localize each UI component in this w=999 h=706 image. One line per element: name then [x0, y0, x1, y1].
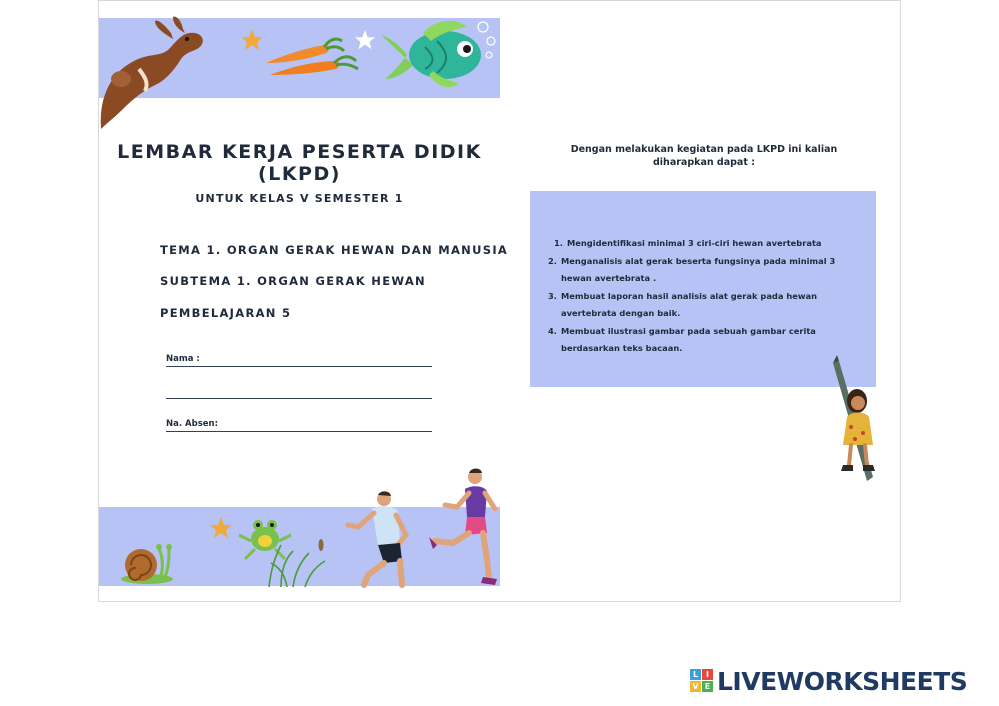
snail-illustration — [117, 537, 173, 585]
subtheme-heading: SUBTEMA 1. ORGAN GERAK HEWAN — [160, 274, 426, 288]
carrots-illustration — [264, 33, 364, 83]
logo-letter-v: V — [690, 681, 701, 692]
goal-text: Menganalisis alat gerak beserta fungsinya pada minimal 3 — [561, 255, 836, 266]
title-line-2: (LKPD) — [258, 163, 341, 185]
star-icon — [209, 516, 233, 540]
title-line-1: LEMBAR KERJA PESERTA DIDIK — [117, 141, 482, 163]
grass-illustration — [259, 539, 329, 587]
star-outline-icon — [354, 29, 376, 51]
goal-item — [548, 235, 862, 253]
goal-text: Membuat laporan hasil analisis alat gerak pada hewan — [561, 290, 818, 301]
name-input-line[interactable] — [166, 366, 432, 367]
absen-input-line[interactable] — [166, 431, 432, 432]
goal-item — [548, 288, 862, 323]
logo-letter-e: E — [702, 681, 713, 692]
absen-field-label: Na. Absen: — [166, 419, 218, 429]
runner-illustration — [425, 467, 501, 587]
blank-input-line[interactable] — [166, 398, 432, 399]
liveworksheets-logo[interactable] — [690, 666, 967, 696]
class-semester-subtitle: UNTUK KELAS V SEMESTER 1 — [195, 192, 404, 205]
logo-letter-i: I — [702, 669, 713, 680]
learning-goals-list — [548, 235, 862, 358]
worksheet-title — [99, 141, 500, 185]
goals-intro-text: Dengan melakukan kegiatan pada LKPD ini kalian diharapkan dapat : — [570, 144, 838, 168]
worksheet-page — [98, 0, 901, 602]
goal-text-continued: avertebrata dengan baik. — [561, 308, 681, 318]
goal-number: 4. — [548, 325, 557, 336]
goal-text: Mengidentifikasi minimal 3 ciri-ciri hewan avertebrata — [567, 238, 822, 248]
goal-text: Membuat ilustrasi gambar pada sebuah gambar cerita — [561, 325, 816, 336]
star-icon — [240, 28, 264, 52]
goal-number: 3. — [548, 290, 557, 301]
runner-illustration — [344, 491, 419, 586]
logo-letter-l: L — [690, 669, 701, 680]
goal-text-continued: hewan avertebrata . — [561, 273, 657, 283]
girl-with-pencil-illustration — [829, 361, 881, 485]
logo-text: LIVEWORKSHEETS — [717, 666, 968, 696]
name-field-label: Nama : — [166, 354, 200, 364]
goal-item — [548, 253, 862, 288]
learning-goals-box — [530, 191, 876, 387]
rabbit-illustration — [99, 19, 209, 131]
theme-heading: TEMA 1. ORGAN GERAK HEWAN DAN MANUSIA — [160, 243, 509, 257]
logo-mark-icon — [690, 669, 714, 693]
goal-number: 1. — [554, 238, 563, 248]
goal-number: 2. — [548, 255, 557, 266]
fish-illustration — [379, 17, 499, 93]
lesson-heading: PEMBELAJARAN 5 — [160, 306, 292, 320]
goal-text-continued: berdasarkan teks bacaan. — [561, 343, 683, 353]
goal-item — [548, 323, 862, 358]
